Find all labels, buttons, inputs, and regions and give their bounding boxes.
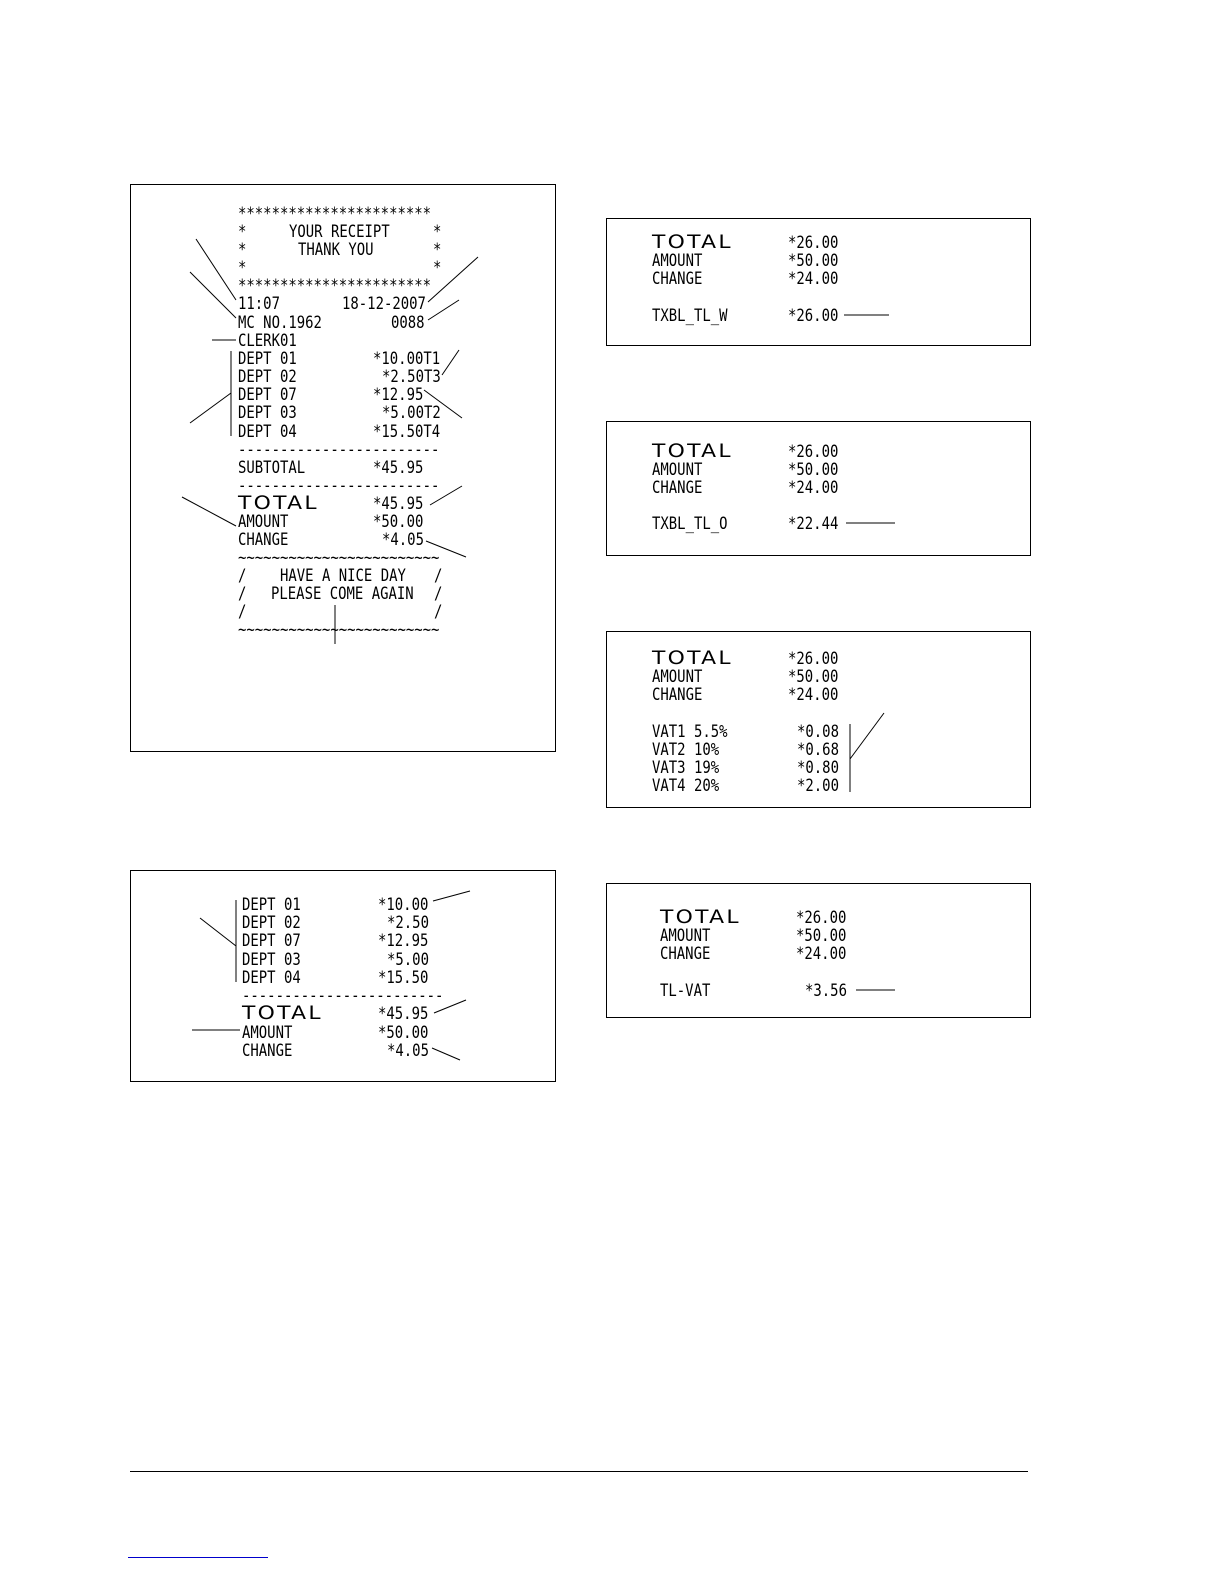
slash-left-3: /: [238, 602, 247, 622]
item-name: DEPT 03: [238, 403, 297, 423]
change-value: *24.00: [788, 478, 839, 498]
change-label: CHANGE: [652, 478, 703, 498]
amount-value: *50.00: [788, 460, 839, 480]
amount-label: AMOUNT: [238, 512, 289, 532]
star-left-2: *: [238, 240, 247, 260]
machine-number: MC NO.1962: [238, 313, 322, 333]
amount-label: AMOUNT: [660, 926, 711, 946]
change-label: CHANGE: [242, 1041, 293, 1061]
item-name: DEPT 07: [238, 385, 297, 405]
change-value: *24.00: [796, 944, 847, 964]
item-price: *15.50: [378, 968, 429, 988]
total-value: *26.00: [796, 908, 847, 928]
star-left-1: *: [238, 222, 247, 242]
total-value: *45.95: [373, 494, 424, 514]
star-left-3: *: [238, 258, 247, 278]
total-label: TOTAL: [652, 440, 733, 462]
footer-line-2: PLEASE COME AGAIN: [271, 584, 414, 604]
separator-tildes: ~~~~~~~~~~~~~~~~~~~~~~~~: [238, 620, 440, 640]
change-value: *4.05: [387, 1041, 429, 1061]
slash-right-1: /: [434, 566, 443, 586]
vat-label: VAT1 5.5%: [652, 722, 728, 742]
item-price: *12.95: [373, 385, 424, 405]
slash-right-3: /: [434, 602, 443, 622]
taxable-total-value: *26.00: [788, 306, 839, 326]
change-value: *4.05: [382, 530, 424, 550]
total-vat-value: *3.56: [805, 981, 847, 1001]
separator-dashes: ------------------------: [238, 476, 440, 496]
amount-value: *50.00: [796, 926, 847, 946]
stars-line-top: ***********************: [238, 204, 432, 224]
amount-label: AMOUNT: [652, 251, 703, 271]
page-bottom-rule: [130, 1471, 1028, 1472]
star-right-1: *: [433, 222, 442, 242]
item-price: *2.50T3: [382, 367, 441, 387]
item-price: *5.00: [387, 950, 429, 970]
header-line-2: THANK YOU: [298, 240, 374, 260]
change-label: CHANGE: [238, 530, 289, 550]
item-name: DEPT 04: [238, 422, 297, 442]
separator-dashes: ------------------------: [242, 986, 444, 1006]
taxable-total-label: TXBL_TL_W: [652, 306, 728, 326]
subtotal-value: *45.95: [373, 458, 424, 478]
taxable-total-label: TXBL_TL_O: [652, 514, 728, 534]
receipt-number: 0088: [391, 313, 425, 333]
item-price: *15.50T4: [373, 422, 441, 442]
amount-value: *50.00: [788, 667, 839, 687]
amount-value: *50.00: [788, 251, 839, 271]
footer-link-underline: [128, 1557, 268, 1558]
receipt-date: 18-12-2007: [342, 294, 426, 314]
total-value: *26.00: [788, 233, 839, 253]
item-name: DEPT 01: [238, 349, 297, 369]
slash-right-2: /: [434, 584, 443, 604]
total-label: TOTAL: [652, 647, 733, 669]
vat-value: *0.08: [797, 722, 839, 742]
receipt-time: 11:07: [238, 294, 280, 314]
item-name: DEPT 02: [242, 913, 301, 933]
item-price: *12.95: [378, 931, 429, 951]
vat-label: VAT2 10%: [652, 740, 720, 760]
change-label: CHANGE: [660, 944, 711, 964]
item-name: DEPT 04: [242, 968, 301, 988]
item-name: DEPT 03: [242, 950, 301, 970]
amount-value: *50.00: [373, 512, 424, 532]
amount-label: AMOUNT: [652, 460, 703, 480]
taxable-total-value: *22.44: [788, 514, 839, 534]
total-value: *26.00: [788, 649, 839, 669]
change-label: CHANGE: [652, 685, 703, 705]
receipt-sample-simple: [130, 870, 556, 1082]
slash-left-1: /: [238, 566, 247, 586]
item-price: *10.00T1: [373, 349, 441, 369]
change-value: *24.00: [788, 269, 839, 289]
item-name: DEPT 01: [242, 895, 301, 915]
change-value: *24.00: [788, 685, 839, 705]
item-price: *5.00T2: [382, 403, 441, 423]
amount-value: *50.00: [378, 1023, 429, 1043]
vat-value: *0.80: [797, 758, 839, 778]
total-vat-label: TL-VAT: [660, 981, 711, 1001]
item-price: *10.00: [378, 895, 429, 915]
total-value: *45.95: [378, 1004, 429, 1024]
separator-tildes: ~~~~~~~~~~~~~~~~~~~~~~~~: [238, 548, 440, 568]
item-price: *2.50: [387, 913, 429, 933]
total-value: *26.00: [788, 442, 839, 462]
star-right-2: *: [433, 240, 442, 260]
total-label: TOTAL: [660, 906, 741, 928]
amount-label: AMOUNT: [652, 667, 703, 687]
item-name: DEPT 02: [238, 367, 297, 387]
vat-value: *0.68: [797, 740, 839, 760]
subtotal-label: SUBTOTAL: [238, 458, 306, 478]
vat-label: VAT4 20%: [652, 776, 720, 796]
total-label: TOTAL: [242, 1002, 323, 1024]
header-line-1: YOUR RECEIPT: [289, 222, 390, 242]
star-right-3: *: [433, 258, 442, 278]
footer-line-1: HAVE A NICE DAY: [280, 566, 406, 586]
amount-label: AMOUNT: [242, 1023, 293, 1043]
receipt-sample-main: [130, 184, 556, 752]
slash-left-2: /: [238, 584, 247, 604]
separator-dashes: ------------------------: [238, 440, 440, 460]
vat-value: *2.00: [797, 776, 839, 796]
clerk-name: CLERK01: [238, 331, 297, 351]
stars-line-bottom: ***********************: [238, 276, 432, 296]
total-label: TOTAL: [652, 231, 733, 253]
total-label: TOTAL: [238, 492, 319, 514]
vat-label: VAT3 19%: [652, 758, 720, 778]
item-name: DEPT 07: [242, 931, 301, 951]
change-label: CHANGE: [652, 269, 703, 289]
